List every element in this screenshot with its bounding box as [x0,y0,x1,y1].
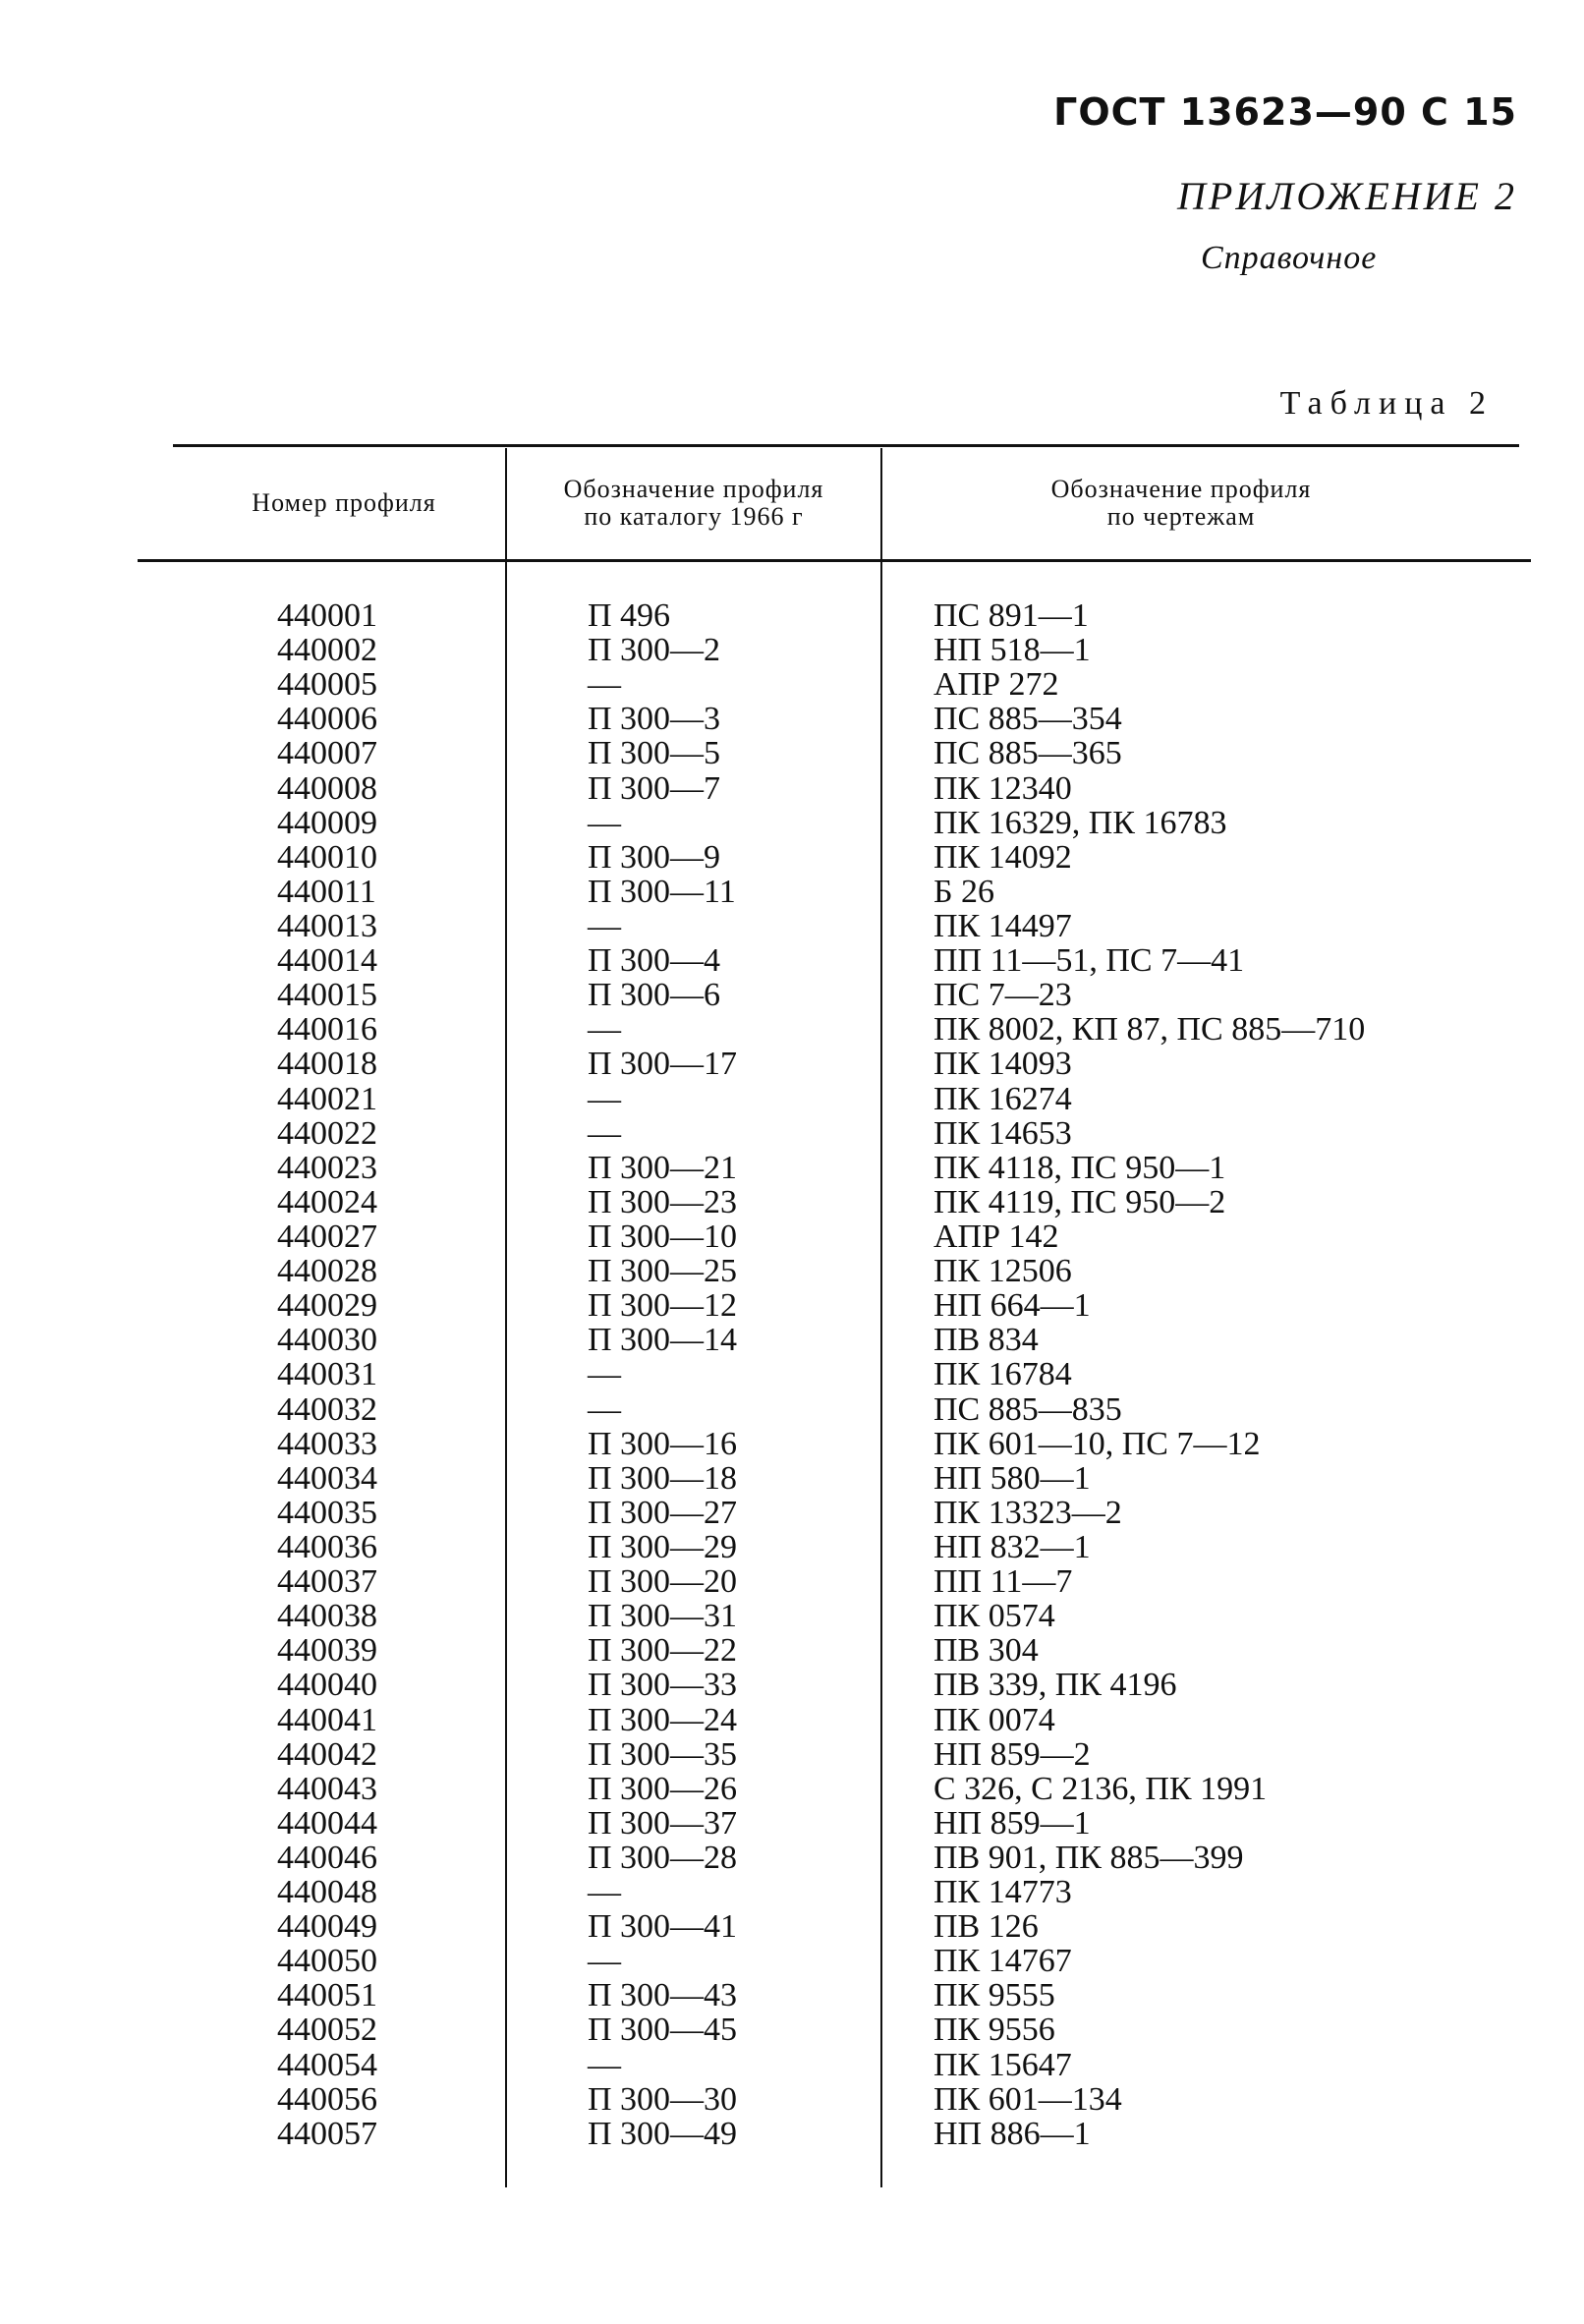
catalog-designation-cell: П 300—14 [588,1322,738,1359]
profile-number-cell: 440052 [277,2012,377,2049]
table-row [0,667,1584,702]
drawing-designation-cell: НП 859—1 [933,1804,1091,1842]
drawing-designation-cell: ПК 4119, ПС 950—2 [933,1183,1226,1220]
profile-number-cell: 440005 [277,666,377,704]
drawing-designation-cell: ПВ 304 [933,1632,1039,1670]
catalog-designation-cell: — [588,1080,621,1117]
profile-number-cell: 440001 [277,597,377,634]
profile-number-cell: 440030 [277,1322,377,1359]
table-row [0,1944,1584,1978]
catalog-designation-cell: — [588,804,621,841]
table-row [0,2048,1584,2082]
profile-number-cell: 440007 [277,735,377,772]
catalog-designation-cell: — [588,1390,621,1428]
catalog-designation-cell: П 300—41 [588,1908,738,1946]
catalog-designation-cell: — [588,907,621,944]
catalog-designation-cell: П 300—11 [588,873,736,910]
catalog-designation-cell: П 300—35 [588,1735,738,1773]
catalog-designation-cell: П 300—25 [588,1253,738,1290]
table-row [0,2012,1584,2047]
profile-number-cell: 440009 [277,804,377,841]
table-row [0,1254,1584,1288]
drawing-designation-cell: ПС 7—23 [933,977,1072,1014]
table-row [0,1357,1584,1391]
column-header-label: Обозначение профиля по каталогу 1966 г [563,475,824,531]
catalog-designation-cell: — [588,666,621,704]
drawing-designation-cell: ПК 14093 [933,1046,1072,1083]
catalog-designation-cell: П 300—37 [588,1804,738,1842]
profile-number-cell: 440046 [277,1839,377,1876]
profile-number-cell: 440042 [277,1735,377,1773]
profile-number-cell: 440027 [277,1218,377,1255]
profile-number-cell: 440044 [277,1804,377,1842]
table-row [0,1841,1584,1875]
catalog-designation-cell: П 300—30 [588,2080,738,2118]
profile-number-cell: 440013 [277,907,377,944]
profile-number-cell: 440006 [277,701,377,738]
table-row [0,978,1584,1012]
catalog-designation-cell: П 300—7 [588,769,721,807]
drawing-designation-cell: ПК 14497 [933,907,1072,944]
profile-number-cell: 440056 [277,2080,377,2118]
catalog-designation-cell: П 300—28 [588,1839,738,1876]
drawing-designation-cell: ПК 9555 [933,1977,1055,2014]
table-row [0,1185,1584,1219]
catalog-designation-cell: — [588,1356,621,1393]
drawing-designation-cell: НП 664—1 [933,1287,1091,1325]
table-row [0,1047,1584,1081]
profile-number-cell: 440039 [277,1632,377,1670]
drawing-designation-cell: ПК 12506 [933,1253,1072,1290]
catalog-designation-cell: — [588,1114,621,1152]
column-header-drawing-designation [886,450,1476,556]
profile-number-cell: 440029 [277,1287,377,1325]
drawing-designation-cell: ПК 601—134 [933,2080,1122,2118]
profile-number-cell: 440038 [277,1598,377,1635]
drawing-designation-cell: НП 832—1 [933,1528,1091,1565]
table-row [0,1909,1584,1944]
drawing-designation-cell: ПК 8002, КП 87, ПС 885—710 [933,1011,1366,1049]
catalog-designation-cell: П 300—21 [588,1149,738,1186]
drawing-designation-cell: ПК 0574 [933,1598,1055,1635]
profile-number-cell: 440041 [277,1701,377,1738]
profile-number-cell: 440015 [277,977,377,1014]
column-header-catalog-designation [511,450,877,556]
drawing-designation-cell: ПС 885—354 [933,701,1122,738]
drawing-designation-cell: ПП 11—7 [933,1563,1073,1601]
profile-number-cell: 440037 [277,1563,377,1601]
drawing-designation-cell: ПС 891—1 [933,597,1089,634]
drawing-designation-cell: АПР 272 [933,666,1059,704]
profile-number-cell: 440023 [277,1149,377,1186]
catalog-designation-cell: П 300—4 [588,942,721,980]
profile-number-cell: 440034 [277,1459,377,1497]
profile-number-cell: 440031 [277,1356,377,1393]
table-caption: Таблица 2 [1279,385,1494,422]
catalog-designation-cell: П 300—26 [588,1770,738,1807]
profile-number-cell: 440048 [277,1874,377,1911]
catalog-designation-cell: П 300—17 [588,1046,738,1083]
drawing-designation-cell: ПК 14767 [933,1943,1072,1980]
profile-number-cell: 440024 [277,1183,377,1220]
appendix-status: Справочное [1201,240,1378,276]
column-header-label: Номер профиля [252,488,436,517]
drawing-designation-cell: ПК 16784 [933,1356,1072,1393]
drawing-designation-cell: НП 886—1 [933,2115,1091,2152]
catalog-designation-cell: — [588,2046,621,2083]
catalog-designation-cell: П 300—23 [588,1183,738,1220]
drawing-designation-cell: Б 26 [933,873,995,910]
profile-number-cell: 440018 [277,1046,377,1083]
table-row [0,1978,1584,2012]
table-row [0,1012,1584,1047]
catalog-designation-cell: П 496 [588,597,671,634]
table-row [0,2117,1584,2151]
profile-number-cell: 440057 [277,2115,377,2152]
profile-number-cell: 440028 [277,1253,377,1290]
profile-number-cell: 440050 [277,1943,377,1980]
table-row [0,1392,1584,1427]
table-body [0,598,1584,2151]
catalog-designation-cell: П 300—43 [588,1977,738,2014]
table-row [0,1668,1584,1702]
drawing-designation-cell: ПК 14092 [933,838,1072,876]
column-header-label: Обозначение профиля по чертежам [1050,475,1312,531]
catalog-designation-cell: П 300—16 [588,1425,738,1462]
table-row [0,875,1584,909]
catalog-designation-cell: П 300—20 [588,1563,738,1601]
table-row [0,1772,1584,1806]
catalog-designation-cell: П 300—29 [588,1528,738,1565]
table-row [0,1496,1584,1530]
catalog-designation-cell: П 300—22 [588,1632,738,1670]
catalog-designation-cell: — [588,1011,621,1049]
profile-number-cell: 440021 [277,1080,377,1117]
drawing-designation-cell: ПК 15647 [933,2046,1072,2083]
profile-number-cell: 440014 [277,942,377,980]
catalog-designation-cell: П 300—9 [588,838,721,876]
drawing-designation-cell: ПК 0074 [933,1701,1055,1738]
profile-number-cell: 440002 [277,632,377,669]
catalog-designation-cell: П 300—49 [588,2115,738,2152]
profile-number-cell: 440008 [277,769,377,807]
catalog-designation-cell: П 300—6 [588,977,721,1014]
table-row [0,1323,1584,1357]
drawing-designation-cell: НП 580—1 [933,1459,1091,1497]
catalog-designation-cell: П 300—2 [588,632,721,669]
drawing-designation-cell: С 326, С 2136, ПК 1991 [933,1770,1268,1807]
drawing-designation-cell: ПП 11—51, ПС 7—41 [933,942,1245,980]
drawing-designation-cell: ПК 12340 [933,769,1072,807]
drawing-designation-cell: ПК 14653 [933,1114,1072,1152]
drawing-designation-cell: ПВ 901, ПК 885—399 [933,1839,1244,1876]
drawing-designation-cell: ПВ 339, ПК 4196 [933,1667,1177,1704]
column-header-profile-number [187,450,501,556]
table-row [0,1599,1584,1633]
profile-number-cell: 440054 [277,2046,377,2083]
drawing-designation-cell: ПК 9556 [933,2012,1055,2049]
table-row [0,1806,1584,1841]
drawing-designation-cell: НП 859—2 [933,1735,1091,1773]
table-top-rule [173,444,1519,447]
profile-number-cell: 440040 [277,1667,377,1704]
table-row [0,598,1584,633]
catalog-designation-cell: П 300—18 [588,1459,738,1497]
profile-number-cell: 440010 [277,838,377,876]
catalog-designation-cell: П 300—45 [588,2012,738,2049]
drawing-designation-cell: АПР 142 [933,1218,1059,1255]
profile-number-cell: 440049 [277,1908,377,1946]
table-row [0,909,1584,943]
table-row [0,771,1584,806]
catalog-designation-cell: П 300—12 [588,1287,738,1325]
drawing-designation-cell: ПК 16274 [933,1080,1072,1117]
table-row [0,736,1584,770]
profile-number-cell: 440033 [277,1425,377,1462]
table-row [0,1427,1584,1461]
standard-header: ГОСТ 13623—90 С 15 [1053,90,1517,134]
table-row [0,1461,1584,1496]
drawing-designation-cell: ПК 14773 [933,1874,1072,1911]
table-row [0,2082,1584,2117]
table-row [0,840,1584,875]
drawing-designation-cell: ПК 16329, ПК 16783 [933,804,1227,841]
catalog-designation-cell: П 300—33 [588,1667,738,1704]
table-row [0,1116,1584,1151]
profile-number-cell: 440016 [277,1011,377,1049]
table-header-rule [138,559,1531,562]
catalog-designation-cell: — [588,1943,621,1980]
catalog-designation-cell: П 300—3 [588,701,721,738]
drawing-designation-cell: ПВ 126 [933,1908,1039,1946]
catalog-designation-cell: П 300—24 [588,1701,738,1738]
table-row [0,1082,1584,1116]
drawing-designation-cell: ПС 885—835 [933,1390,1122,1428]
catalog-designation-cell: П 300—10 [588,1218,738,1255]
catalog-designation-cell: — [588,1874,621,1911]
profile-number-cell: 440051 [277,1977,377,2014]
catalog-designation-cell: П 300—27 [588,1494,738,1531]
table-row [0,1530,1584,1564]
table-row [0,1633,1584,1668]
profile-number-cell: 440036 [277,1528,377,1565]
profile-number-cell: 440035 [277,1494,377,1531]
table-row [0,943,1584,978]
table-row [0,1151,1584,1185]
drawing-designation-cell: НП 518—1 [933,632,1091,669]
table-row [0,1737,1584,1772]
profile-number-cell: 440032 [277,1390,377,1428]
profile-number-cell: 440043 [277,1770,377,1807]
profile-number-cell: 440011 [277,873,376,910]
appendix-title: ПРИЛОЖЕНИЕ 2 [1177,174,1517,218]
catalog-designation-cell: П 300—5 [588,735,721,772]
table-row [0,1703,1584,1737]
table-row [0,633,1584,667]
table-row [0,702,1584,736]
catalog-designation-cell: П 300—31 [588,1598,738,1635]
drawing-designation-cell: ПК 601—10, ПС 7—12 [933,1425,1261,1462]
drawing-designation-cell: ПВ 834 [933,1322,1039,1359]
table-row [0,1875,1584,1909]
drawing-designation-cell: ПС 885—365 [933,735,1122,772]
table-row [0,1219,1584,1254]
table-row [0,1288,1584,1323]
table-row [0,806,1584,840]
table-row [0,1564,1584,1599]
drawing-designation-cell: ПК 4118, ПС 950—1 [933,1149,1226,1186]
drawing-designation-cell: ПК 13323—2 [933,1494,1122,1531]
profile-number-cell: 440022 [277,1114,377,1152]
